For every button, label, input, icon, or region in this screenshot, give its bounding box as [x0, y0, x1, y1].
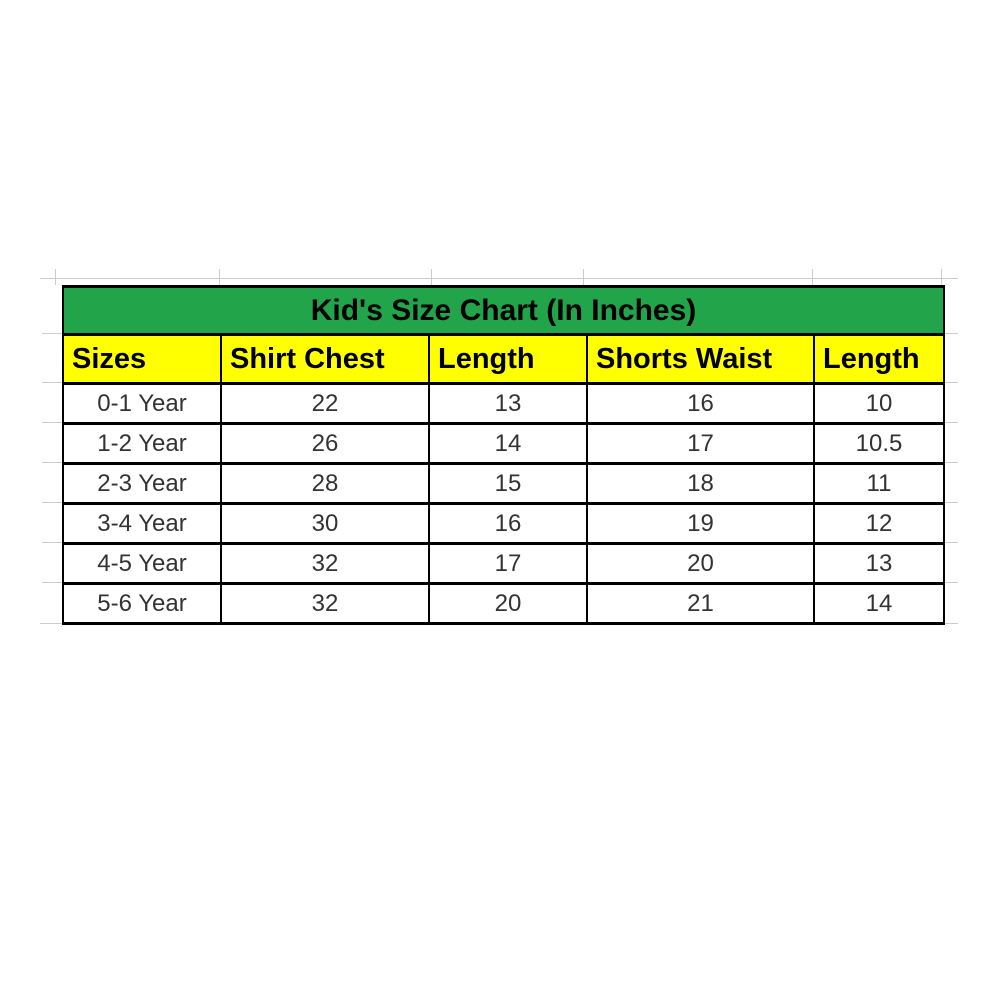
value-cell: 26 [221, 424, 429, 464]
gridline-tick-top [55, 269, 56, 285]
value-cell: 10.5 [814, 424, 944, 464]
gridline-tick-right [943, 382, 958, 383]
size-cell: 3-4 Year [63, 504, 221, 544]
size-chart-table [62, 285, 945, 625]
value-cell: 32 [221, 584, 429, 624]
gridline-top [40, 278, 958, 279]
value-cell: 16 [587, 384, 814, 424]
gridline-tick-top [431, 269, 432, 285]
value-cell: 30 [221, 504, 429, 544]
gridline-tick-right [943, 502, 958, 503]
value-cell: 15 [429, 464, 587, 504]
gridline-tick-right [943, 422, 958, 423]
column-header-sizes: Sizes [63, 335, 221, 384]
table-row [63, 424, 944, 464]
gridline-tick-left [42, 382, 62, 383]
gridline-tick-top [941, 269, 942, 285]
gridline-tick-left [42, 333, 62, 334]
gridline-tick-top [812, 269, 813, 285]
table-row [63, 584, 944, 624]
size-cell: 0-1 Year [63, 384, 221, 424]
table-row [63, 504, 944, 544]
gridline-tick-left [42, 502, 62, 503]
value-cell: 10 [814, 384, 944, 424]
value-cell: 18 [587, 464, 814, 504]
gridline-tick-left [42, 422, 62, 423]
table-row [63, 544, 944, 584]
table-row [63, 464, 944, 504]
value-cell: 16 [429, 504, 587, 544]
gridline-tick-left [42, 582, 62, 583]
value-cell: 19 [587, 504, 814, 544]
table-row [63, 384, 944, 424]
value-cell: 17 [587, 424, 814, 464]
size-cell: 5-6 Year [63, 584, 221, 624]
value-cell: 11 [814, 464, 944, 504]
value-cell: 17 [429, 544, 587, 584]
gridline-tick-left [42, 542, 62, 543]
size-cell: 4-5 Year [63, 544, 221, 584]
table-title: Kid's Size Chart (In Inches) [63, 287, 944, 335]
column-header-shirt-length: Length [429, 335, 587, 384]
value-cell: 28 [221, 464, 429, 504]
gridline-tick-left [42, 462, 62, 463]
value-cell: 32 [221, 544, 429, 584]
gridline-tick-right [943, 542, 958, 543]
value-cell: 14 [814, 584, 944, 624]
column-header-shirt-chest: Shirt Chest [221, 335, 429, 384]
value-cell: 13 [429, 384, 587, 424]
value-cell: 22 [221, 384, 429, 424]
value-cell: 14 [429, 424, 587, 464]
gridline-tick-right [943, 462, 958, 463]
table-title-row [63, 287, 944, 335]
size-cell: 1-2 Year [63, 424, 221, 464]
value-cell: 21 [587, 584, 814, 624]
value-cell: 20 [587, 544, 814, 584]
gridline-tick-top [583, 269, 584, 285]
column-header-shorts-length: Length [814, 335, 944, 384]
value-cell: 12 [814, 504, 944, 544]
gridline-tick-right [943, 582, 958, 583]
value-cell: 13 [814, 544, 944, 584]
gridline-tick-top [219, 269, 220, 285]
column-header-shorts-waist: Shorts Waist [587, 335, 814, 384]
size-cell: 2-3 Year [63, 464, 221, 504]
gridline-tick-right [943, 333, 958, 334]
table-header-row [63, 335, 944, 384]
value-cell: 20 [429, 584, 587, 624]
